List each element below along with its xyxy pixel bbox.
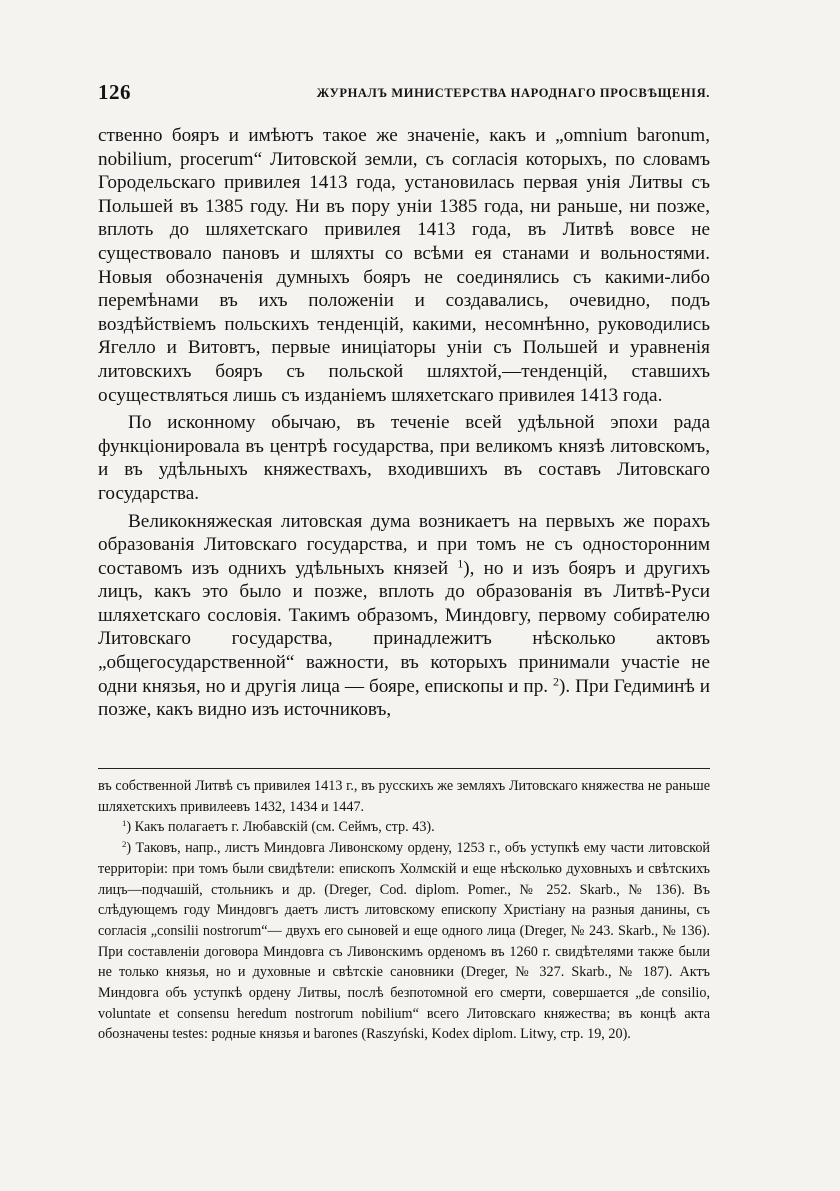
paragraph-text: Великокняжеская литовская дума возникаетъ на первыхъ же порахъ образованія Литовскаго государства, и при томъ не съ односторонним составомъ изъ однихъ удѣльныхъ князей: [98, 510, 710, 579]
main-text: [98, 124, 710, 722]
footnote-text: ) Какъ полагаетъ г. Любавскій (см. Сеймъ, стр. 43).: [126, 819, 435, 836]
footnote-text: ) Таковъ, напр., листъ Миндовга Ливонскому ордену, 1253 г., объ уступкѣ ему части литовской территоріи: при томъ были свидѣтели: епископъ Холмскій и еще нѣсколько духовныхъ и свѣтскихъ лицъ—подчашій, стольникъ и др. (Dreger, Cod. diplom. Pomer., № 252. Skarb., № 136). Въ слѣдующемъ году Миндовгъ даетъ листъ литовскому епископу Христіану на разныя данины, съ согласія „consilii nostrorum“— двухъ его сыновей и еще одного лица (Dreger, № 243. Skarb., № 136). При составленіи договора Миндовга съ Ливонскимъ орденомъ въ 1260 г. свидѣтелями также были не только князья, но и духовные и свѣтскіе сановники (Dreger, № 327. Skarb., № 187). Актъ Миндовга объ уступкѣ ордену Литвы, послѣ безпотомной его смерти, совершается „de consilio, voluntate et consensu heredum nostrorum nobilium“ всего Литовскаго княжества; въ концѣ акта обозначены testes: родные князья и barones (Raszyński, Kodex diplom. Litwy, стр. 19, 20).: [98, 840, 710, 1043]
footnote-2: [98, 838, 710, 1045]
footnote-marker-1: 1: [122, 818, 127, 829]
page-number: 126: [98, 80, 131, 104]
footnote-marker-2: 2: [122, 839, 127, 850]
paragraph-continued: ственно бояръ и имѣютъ такое же значеніе, какъ и „omnium baronum, nobilium, procerum“ Литовской земли, съ согласія которыхъ, по словамъ Городельскаго привилея 1413 года, установилась первая унія Литвы съ Польшей въ 1385 году. Ни въ пору уніи 1385 года, ни раньше, ни позже, вплоть до шляхетскаго привилея 1413 года, въ Литвѣ вовсе не существовало пановъ и шляхты со всѣми ея станами и вольностями. Новыя обозначенія думныхъ бояръ не соединялись съ какими-либо перемѣнами въ ихъ положеніи и создавались, очевидно, подъ воздѣйствіемъ польскихъ тенденцій, какими, несомнѣнно, руководились Ягелло и Витовтъ, первые иниціаторы уніи съ Польшей и уравненія литовскихъ бояръ съ польской шляхтой,—тенденцій, ставшихъ осуществляться лишь съ изданіемъ шляхетскаго привилея 1413 года.: [98, 125, 710, 406]
footnote-ref-2[interactable]: 2: [553, 674, 559, 689]
footnote-1: [98, 817, 710, 838]
footnote-continuation: въ собственной Литвѣ съ привилея 1413 г., въ русскихъ же земляхъ Литовскаго княжества не раньше шляхетскихъ привилеевъ 1432, 1434 и 1447.: [98, 778, 710, 815]
paragraph-text: ). При Гедиминѣ и позже, какъ видно изъ источниковъ,: [98, 675, 711, 721]
footnote-ref-1[interactable]: 1: [457, 556, 464, 571]
running-title: ЖУРНАЛЪ МИНИСТЕРСТВА НАРОДНАГО ПРОСВѢЩЕНІЯ.: [316, 86, 710, 100]
footnote-divider: [98, 768, 710, 769]
paragraph-rada: По исконному обычаю, въ теченіе всей удѣльной эпохи рада функціонировала въ центрѣ государства, при великомъ князѣ литовскомъ, и въ удѣльныхъ княжествахъ, входившихъ въ составъ Литовскаго государства.: [98, 412, 710, 504]
paragraph-grand-ducal-duma: [98, 510, 710, 722]
page-header: [98, 80, 710, 106]
paragraph-text: ), но и изъ бояръ и другихъ лицъ, какъ это было и позже, вплоть до образованія въ Литвѣ-Руси шляхетскаго сословія. Такимъ образомъ, Миндовгу, первому собирателю Литовскаго государства, принадлежитъ нѣсколько актовъ „общегосударственной“ важности, въ которыхъ принимали участіе не одни князья, но и другія лица — бояре, епископы и пр.: [98, 557, 711, 697]
footnotes: [98, 776, 710, 1045]
